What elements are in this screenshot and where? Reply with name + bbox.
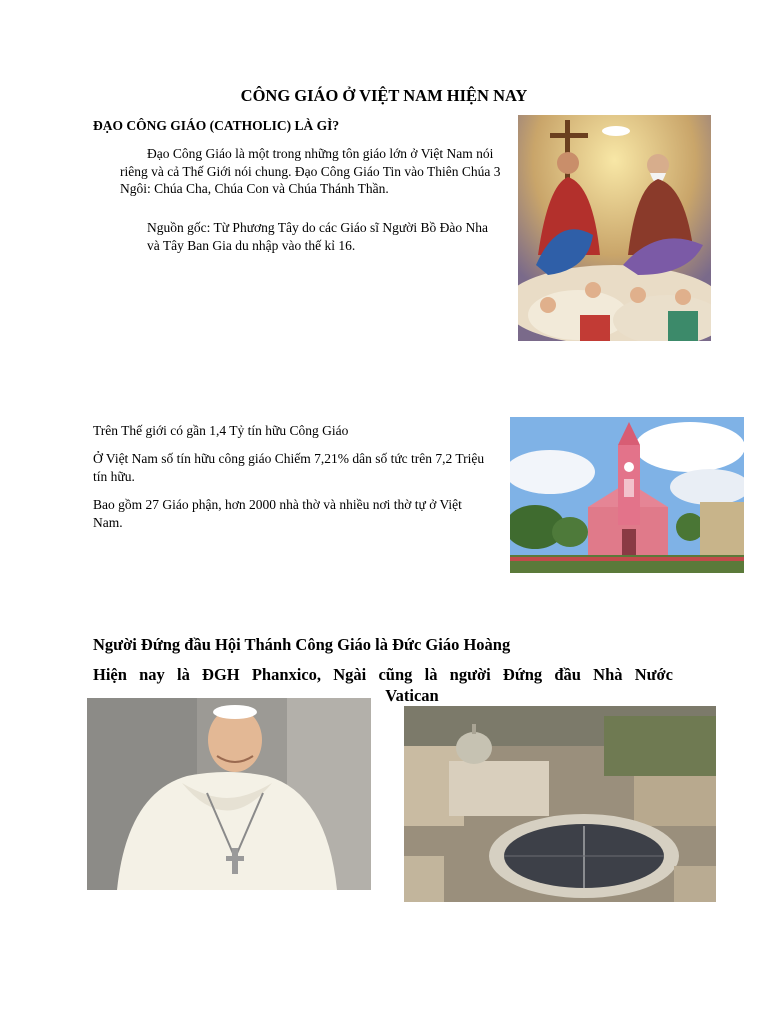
heading-pope-leader: Người Đứng đầu Hội Thánh Công Giáo là Đức Giáo Hoàng — [93, 635, 511, 654]
heading-vatican: Vatican — [385, 686, 439, 705]
pope-francis-photo — [87, 698, 371, 890]
heading-pope-francis: Hiện nay là ĐGH Phanxico, Ngài cũng là người Đứng đầu Nhà Nước — [93, 665, 673, 684]
stat-vietnam-percentage: Ở Việt Nam số tín hữu công giáo Chiếm 7,21% dân số tức trên 7,2 Triệu tín hữu. — [93, 451, 485, 484]
paragraph-definition: Đạo Công Giáo là một trong những tôn giáo lớn ở Việt Nam nói riêng và cả Thế Giới nói chung. Đạo Công Giáo Tin vào Thiên Chúa 3 Ngôi: Chúa Cha, Chúa Con và Chúa Thánh Thần. — [120, 146, 501, 196]
tan-dinh-church-image — [510, 417, 744, 573]
trinity-painting-image — [518, 115, 711, 341]
stat-dioceses: Bao gồm 27 Giáo phận, hơn 2000 nhà thờ và nhiều nơi thờ tự ở Việt Nam. — [93, 497, 462, 530]
page-title: CÔNG GIÁO Ở VIỆT NAM HIỆN NAY — [240, 86, 528, 105]
section-heading-catholic: ĐẠO CÔNG GIÁO (CATHOLIC) LÀ GÌ? — [93, 118, 340, 133]
vatican-aerial-image — [404, 706, 716, 902]
paragraph-origin: Nguồn gốc: Từ Phương Tây do các Giáo sĩ Người Bồ Đào Nha và Tây Ban Gia du nhập vào thế kỉ 16. — [147, 220, 488, 253]
stat-world-believers: Trên Thế giới có gần 1,4 Tỷ tín hữu Công Giáo — [93, 423, 349, 438]
